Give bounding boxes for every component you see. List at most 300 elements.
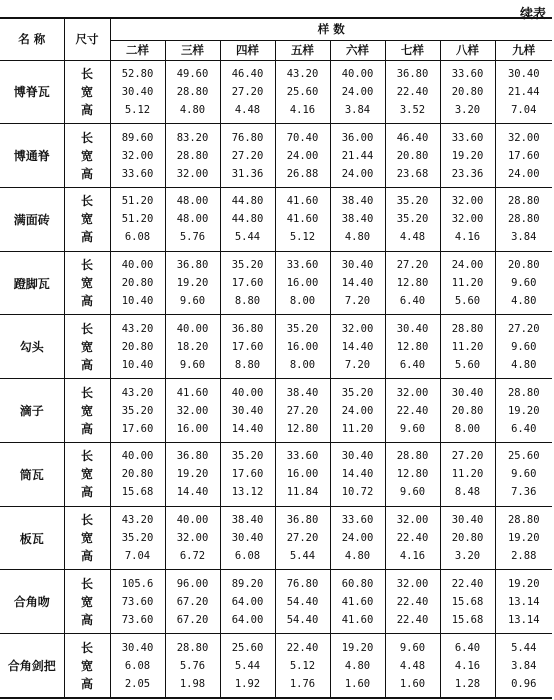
dimension-labels <box>64 124 110 188</box>
value: 13.14 <box>507 613 540 626</box>
table-row <box>0 634 552 698</box>
dimension-label: 宽 <box>80 339 93 354</box>
value: 5.76 <box>179 659 206 672</box>
value: 35.20 <box>121 404 154 417</box>
value: 14.40 <box>176 486 209 499</box>
value: 32.00 <box>121 149 154 162</box>
value: 27.20 <box>286 532 319 544</box>
sample-cell <box>385 442 440 506</box>
item-name: 板瓦 <box>0 506 64 570</box>
column-header: 三样 <box>165 40 220 60</box>
dimension-label: 长 <box>80 66 93 81</box>
value: 7.04 <box>511 103 537 116</box>
sample-cell <box>330 442 385 506</box>
dimension-label: 宽 <box>80 594 93 609</box>
value: 14.40 <box>341 277 374 290</box>
item-name: 筒瓦 <box>0 442 64 506</box>
sample-cell <box>495 570 552 634</box>
value: 73.60 <box>121 613 154 626</box>
value: 1.98 <box>179 677 206 690</box>
dimension-label: 宽 <box>80 148 93 163</box>
value: 6.08 <box>124 659 151 672</box>
value: 16.00 <box>176 422 209 435</box>
value: 36.80 <box>286 514 319 526</box>
value: 8.80 <box>234 358 261 371</box>
header-samples: 样 数 <box>110 18 552 40</box>
dimension-label: 长 <box>80 449 93 464</box>
table-row <box>0 251 552 315</box>
sample-cell <box>495 442 552 506</box>
value: 40.00 <box>121 450 154 463</box>
value: 5.44 <box>234 231 261 244</box>
value: 13.14 <box>507 595 540 608</box>
table-row <box>0 442 552 506</box>
value: 35.20 <box>396 195 429 208</box>
value: 5.44 <box>289 550 316 562</box>
sample-cell <box>165 506 220 570</box>
value: 36.80 <box>396 67 429 80</box>
column-header: 五样 <box>275 40 330 60</box>
value: 9.60 <box>511 277 537 290</box>
sample-cell <box>330 60 385 124</box>
value: 30.40 <box>396 322 429 335</box>
item-name: 蹬脚瓦 <box>0 251 64 315</box>
value: 24.00 <box>341 85 374 98</box>
value: 38.40 <box>341 195 374 208</box>
value: 4.80 <box>344 550 371 562</box>
value: 9.60 <box>179 358 206 371</box>
value: 5.12 <box>124 103 151 116</box>
sample-cell <box>110 379 165 443</box>
value: 40.00 <box>231 386 264 399</box>
value: 9.60 <box>511 340 537 353</box>
value: 22.40 <box>396 595 429 608</box>
sample-cell <box>220 379 275 443</box>
value: 22.40 <box>396 404 429 417</box>
value: 60.80 <box>341 577 374 590</box>
value: 8.00 <box>289 295 316 308</box>
value: 19.20 <box>341 641 374 654</box>
sample-cell <box>165 124 220 188</box>
value: 3.84 <box>511 659 537 672</box>
value: 30.40 <box>451 514 484 526</box>
dimension-label: 宽 <box>80 212 93 227</box>
value: 6.40 <box>399 295 426 308</box>
sample-cell <box>110 60 165 124</box>
value: 5.12 <box>289 659 316 672</box>
sample-cell <box>440 315 495 379</box>
value: 9.60 <box>511 468 537 481</box>
value: 11.20 <box>451 277 484 290</box>
value: 89.60 <box>121 131 154 144</box>
value: 4.80 <box>344 659 371 672</box>
value: 14.40 <box>231 422 264 435</box>
dimension-label: 长 <box>80 640 93 655</box>
value: 27.20 <box>231 85 264 98</box>
dimension-labels <box>64 506 110 570</box>
value: 19.20 <box>507 577 540 590</box>
value: 5.60 <box>454 295 481 308</box>
value: 41.60 <box>176 386 209 399</box>
value: 6.72 <box>179 550 206 562</box>
value: 70.40 <box>286 131 319 144</box>
dimension-labels <box>64 187 110 251</box>
item-name: 博脊瓦 <box>0 60 64 124</box>
sample-cell <box>275 379 330 443</box>
value: 38.40 <box>231 514 264 526</box>
value: 19.20 <box>451 149 484 162</box>
value: 1.60 <box>344 677 371 690</box>
value: 9.60 <box>399 486 426 499</box>
value: 6.08 <box>234 550 261 562</box>
value: 20.80 <box>121 277 154 290</box>
sample-cell <box>220 634 275 698</box>
sample-cell <box>275 251 330 315</box>
value: 15.68 <box>451 595 484 608</box>
column-header: 七样 <box>385 40 440 60</box>
value: 19.20 <box>176 468 209 481</box>
value: 25.60 <box>231 641 264 654</box>
sample-cell <box>275 634 330 698</box>
value: 10.72 <box>341 486 374 499</box>
sample-cell <box>275 187 330 251</box>
sample-cell <box>220 570 275 634</box>
value: 46.40 <box>396 131 429 144</box>
table-row <box>0 60 552 124</box>
value: 17.60 <box>507 149 540 162</box>
dimension-label: 高 <box>80 612 93 627</box>
value: 21.44 <box>507 85 540 98</box>
value: 4.80 <box>344 231 371 244</box>
table-row <box>0 570 552 634</box>
item-name: 合角吻 <box>0 570 64 634</box>
value: 6.40 <box>399 358 426 371</box>
value: 23.36 <box>451 167 484 180</box>
value: 40.00 <box>121 259 154 272</box>
value: 43.20 <box>286 67 319 80</box>
dimension-labels <box>64 251 110 315</box>
table-row <box>0 315 552 379</box>
value: 12.80 <box>396 468 429 481</box>
dimension-label: 宽 <box>80 658 93 673</box>
dimension-label: 长 <box>80 130 93 145</box>
value: 64.00 <box>231 595 264 608</box>
sample-cell <box>385 315 440 379</box>
value: 20.80 <box>451 532 484 544</box>
value: 25.60 <box>286 85 319 98</box>
dimension-label: 长 <box>80 258 93 273</box>
sample-cell <box>440 124 495 188</box>
value: 40.00 <box>176 322 209 335</box>
sample-cell <box>220 251 275 315</box>
dimension-labels <box>64 379 110 443</box>
sample-cell <box>110 124 165 188</box>
sample-cell <box>110 251 165 315</box>
dimension-label: 高 <box>80 549 93 563</box>
value: 41.60 <box>341 613 374 626</box>
sample-cell <box>495 506 552 570</box>
value: 9.60 <box>179 295 206 308</box>
value: 30.40 <box>507 67 540 80</box>
sample-cell <box>275 570 330 634</box>
sample-cell <box>165 570 220 634</box>
dimension-label: 长 <box>80 576 93 591</box>
dimension-label: 宽 <box>80 403 93 418</box>
value: 7.20 <box>344 295 371 308</box>
value: 32.00 <box>176 167 209 180</box>
value: 30.40 <box>231 532 264 544</box>
table-row <box>0 506 552 570</box>
dimension-label: 高 <box>80 676 93 691</box>
value: 27.20 <box>396 259 429 272</box>
column-header: 九样 <box>495 40 552 60</box>
value: 16.00 <box>286 468 319 481</box>
value: 20.80 <box>451 404 484 417</box>
value: 33.60 <box>286 259 319 272</box>
header-name: 名 称 <box>0 18 64 60</box>
value: 17.60 <box>121 422 154 435</box>
value: 11.20 <box>451 468 484 481</box>
value: 35.20 <box>286 322 319 335</box>
value: 54.40 <box>286 613 319 626</box>
dimension-label: 高 <box>80 166 93 181</box>
value: 38.40 <box>341 213 374 226</box>
dimension-labels <box>64 442 110 506</box>
value: 36.80 <box>176 450 209 463</box>
value: 6.40 <box>511 422 537 435</box>
value: 8.48 <box>454 486 481 499</box>
sample-cell <box>330 570 385 634</box>
value: 4.80 <box>511 358 537 371</box>
value: 19.20 <box>507 532 540 544</box>
value: 17.60 <box>231 340 264 353</box>
value: 5.44 <box>511 641 537 654</box>
value: 24.00 <box>341 532 374 544</box>
value: 40.00 <box>176 514 209 526</box>
value: 4.48 <box>399 231 426 244</box>
sample-cell <box>110 634 165 698</box>
value: 19.20 <box>176 277 209 290</box>
sample-cell <box>275 442 330 506</box>
value: 20.80 <box>507 259 540 272</box>
value: 33.60 <box>341 514 374 526</box>
value: 17.60 <box>231 277 264 290</box>
sample-cell <box>330 506 385 570</box>
value: 28.80 <box>396 450 429 463</box>
dimension-label: 宽 <box>80 531 93 545</box>
value: 5.76 <box>179 231 206 244</box>
sample-cell <box>440 634 495 698</box>
value: 21.44 <box>341 149 374 162</box>
value: 8.00 <box>454 422 481 435</box>
sample-cell <box>220 315 275 379</box>
value: 32.00 <box>451 195 484 208</box>
value: 11.20 <box>341 422 374 435</box>
value: 18.20 <box>176 340 209 353</box>
value: 2.88 <box>511 550 537 562</box>
value: 49.60 <box>176 67 209 80</box>
value: 40.00 <box>341 67 374 80</box>
sample-cell <box>385 187 440 251</box>
value: 14.40 <box>341 468 374 481</box>
value: 7.36 <box>511 486 537 499</box>
sample-cell <box>165 634 220 698</box>
sample-cell <box>275 506 330 570</box>
value: 30.40 <box>341 450 374 463</box>
sample-cell <box>385 570 440 634</box>
value: 51.20 <box>121 195 154 208</box>
sample-cell <box>275 60 330 124</box>
dimension-label: 高 <box>80 102 93 117</box>
value: 28.80 <box>176 641 209 654</box>
value: 27.20 <box>451 450 484 463</box>
value: 105.6 <box>121 577 154 590</box>
value: 16.00 <box>286 340 319 353</box>
dimension-labels <box>64 570 110 634</box>
value: 1.60 <box>399 677 426 690</box>
dimension-label: 宽 <box>80 276 93 291</box>
sample-cell <box>330 379 385 443</box>
sample-cell <box>385 634 440 698</box>
value: 12.80 <box>286 422 319 435</box>
value: 27.20 <box>286 404 319 417</box>
sample-cell <box>220 506 275 570</box>
value: 41.60 <box>286 195 319 208</box>
value: 32.00 <box>176 404 209 417</box>
column-header: 六样 <box>330 40 385 60</box>
sample-cell <box>385 379 440 443</box>
sample-cell <box>275 315 330 379</box>
value: 36.80 <box>176 259 209 272</box>
value: 73.60 <box>121 595 154 608</box>
value: 6.08 <box>124 231 151 244</box>
value: 5.12 <box>289 231 316 244</box>
value: 43.20 <box>121 514 154 526</box>
sample-cell <box>440 60 495 124</box>
value: 28.80 <box>507 386 540 399</box>
value: 76.80 <box>286 577 319 590</box>
sample-cell <box>275 124 330 188</box>
sample-cell <box>440 251 495 315</box>
value: 1.92 <box>234 677 261 690</box>
value: 10.40 <box>121 295 154 308</box>
sample-cell <box>440 187 495 251</box>
value: 16.00 <box>286 277 319 290</box>
value: 3.20 <box>454 550 481 562</box>
value: 35.20 <box>231 450 264 463</box>
sample-cell <box>385 60 440 124</box>
dimension-table <box>0 17 552 699</box>
sample-cell <box>165 442 220 506</box>
sample-cell <box>165 187 220 251</box>
column-header: 二样 <box>110 40 165 60</box>
value: 13.12 <box>231 486 264 499</box>
sample-cell <box>330 251 385 315</box>
dimension-label: 长 <box>80 194 93 209</box>
value: 4.80 <box>511 295 537 308</box>
sample-cell <box>110 442 165 506</box>
item-name: 满面砖 <box>0 187 64 251</box>
sample-cell <box>330 187 385 251</box>
value: 5.60 <box>454 358 481 371</box>
value: 3.52 <box>399 103 426 116</box>
value: 17.60 <box>231 468 264 481</box>
sample-cell <box>495 124 552 188</box>
value: 43.20 <box>121 386 154 399</box>
value: 9.60 <box>399 422 426 435</box>
sample-cell <box>220 60 275 124</box>
value: 41.60 <box>341 595 374 608</box>
sample-cell <box>385 124 440 188</box>
sample-cell <box>385 251 440 315</box>
value: 1.76 <box>289 677 316 690</box>
value: 22.40 <box>286 641 319 654</box>
value: 32.00 <box>341 322 374 335</box>
value: 51.20 <box>121 213 154 226</box>
sample-cell <box>220 187 275 251</box>
value: 3.20 <box>454 103 481 116</box>
value: 36.00 <box>341 131 374 144</box>
sample-cell <box>495 634 552 698</box>
value: 0.96 <box>511 677 537 690</box>
dimension-label: 高 <box>80 230 93 245</box>
sample-cell <box>330 124 385 188</box>
column-header: 八样 <box>440 40 495 60</box>
sample-cell <box>440 570 495 634</box>
value: 24.00 <box>341 404 374 417</box>
value: 4.48 <box>399 659 426 672</box>
value: 89.20 <box>231 577 264 590</box>
table-continued-caption: 续表 <box>519 7 546 22</box>
sample-cell <box>110 315 165 379</box>
value: 28.80 <box>507 195 540 208</box>
dimension-label: 长 <box>80 321 93 336</box>
value: 14.40 <box>341 340 374 353</box>
value: 46.40 <box>231 67 264 80</box>
item-name: 合角剑把 <box>0 634 64 698</box>
value: 11.20 <box>451 340 484 353</box>
value: 5.44 <box>234 659 261 672</box>
value: 27.20 <box>231 149 264 162</box>
value: 67.20 <box>176 595 209 608</box>
dimension-label: 长 <box>80 513 93 527</box>
value: 43.20 <box>121 322 154 335</box>
value: 83.20 <box>176 131 209 144</box>
sample-cell <box>495 379 552 443</box>
dimension-label: 高 <box>80 421 93 436</box>
value: 38.40 <box>286 386 319 399</box>
value: 30.40 <box>121 641 154 654</box>
value: 76.80 <box>231 131 264 144</box>
dimension-label: 高 <box>80 294 93 309</box>
value: 25.60 <box>507 450 540 463</box>
value: 15.68 <box>451 613 484 626</box>
header-size: 尺寸 <box>64 18 110 60</box>
value: 20.80 <box>121 340 154 353</box>
value: 24.00 <box>507 167 540 180</box>
sample-cell <box>495 251 552 315</box>
value: 1.28 <box>454 677 481 690</box>
item-name: 博通脊 <box>0 124 64 188</box>
value: 9.60 <box>399 641 426 654</box>
value: 32.00 <box>507 131 540 144</box>
value: 24.00 <box>286 149 319 162</box>
value: 96.00 <box>176 577 209 590</box>
value: 28.80 <box>451 322 484 335</box>
value: 4.16 <box>454 231 481 244</box>
sample-cell <box>440 442 495 506</box>
value: 35.20 <box>341 386 374 399</box>
